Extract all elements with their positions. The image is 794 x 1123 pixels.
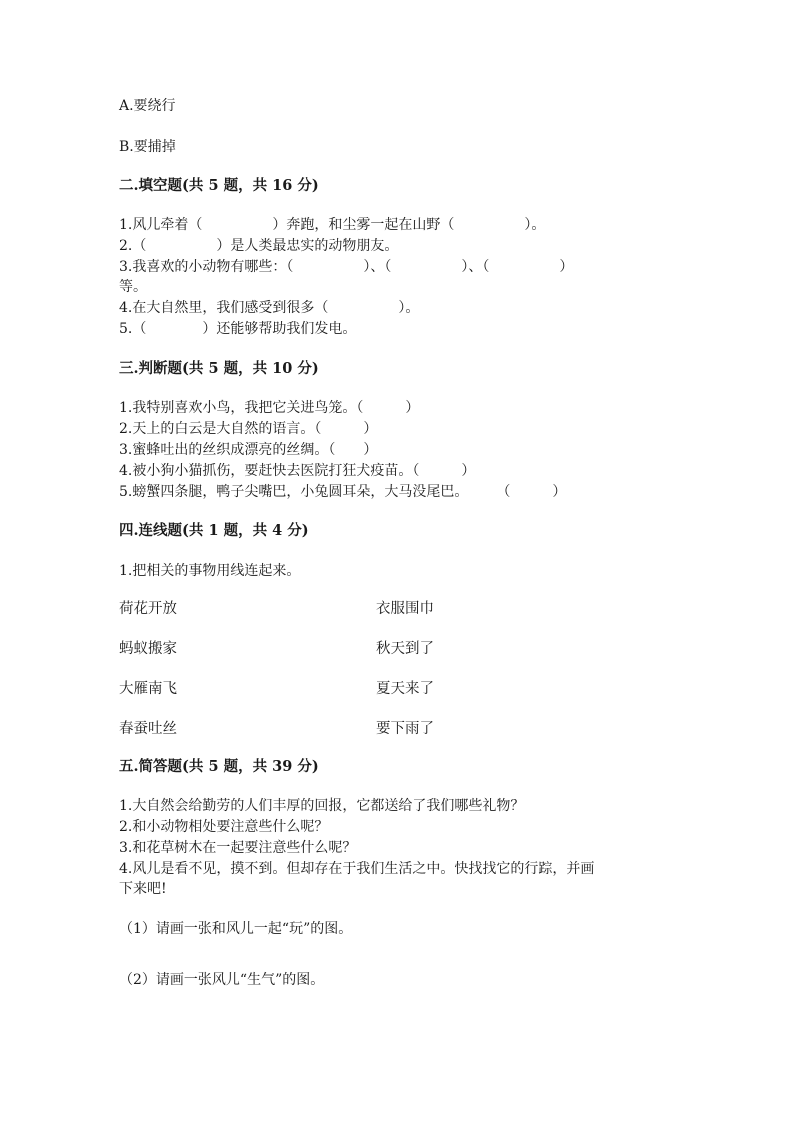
true-false-question-3: 3.蜜蜂吐出的丝织成漂亮的丝绸。（ ） (119, 442, 378, 458)
matching-right-item: 夏天来了 (376, 681, 434, 697)
true-false-question-1: 1.我特别喜欢小鸟，我把它关进鸟笼。（ ） (119, 400, 420, 416)
choice-option-b: B.要捕掉 (119, 139, 176, 155)
fill-blank-question-4: 4.在大自然里，我们感受到很多（ ）。 (119, 300, 420, 316)
matching-right-item: 衣服围巾 (376, 601, 434, 617)
short-answer-subquestion-2: （2）请画一张风儿“生气”的图。 (119, 972, 325, 988)
short-answer-question-4: 4.风儿是看不见，摸不到。但却存在于我们生活之中。快找找它的行踪，并画 (119, 861, 595, 877)
true-false-question-4: 4.被小狗小猫抓伤，要赶快去医院打狂犬疫苗。（ ） (119, 463, 476, 479)
true-false-question-5: 5.螃蟹四条腿，鸭子尖嘴巴，小兔圆耳朵，大马没尾巴。 （ ） (119, 484, 567, 500)
short-answer-question-4-continued: 下来吧! (119, 881, 167, 897)
matching-left-item: 春蚕吐丝 (119, 721, 177, 737)
short-answer-question-2: 2.和小动物相处要注意些什么呢？ (119, 819, 329, 835)
short-answer-question-3: 3.和花草树木在一起要注意些什么呢？ (119, 840, 357, 856)
matching-left-item: 蚂蚁搬家 (119, 641, 177, 657)
fill-blank-question-1: 1.风儿牵着（ ）奔跑，和尘雾一起在山野（ ）。 (119, 217, 546, 233)
matching-right-item: 要下雨了 (376, 721, 434, 737)
fill-blank-question-3: 3.我喜欢的小动物有哪些：（ ）、（ ）、（ ） (119, 259, 574, 275)
section-heading-fill-blank: 二.填空题(共 5 题，共 16 分) (119, 177, 319, 194)
section-heading-true-false: 三.判断题(共 5 题，共 10 分) (119, 360, 319, 377)
fill-blank-question-3-continued: 等。 (119, 279, 147, 295)
choice-option-a: A.要绕行 (119, 98, 176, 114)
short-answer-question-1: 1.大自然会给勤劳的人们丰厚的回报，它都送给了我们哪些礼物？ (119, 798, 525, 814)
matching-right-item: 秋天到了 (376, 641, 434, 657)
matching-left-item: 荷花开放 (119, 601, 177, 617)
fill-blank-question-5: 5.（ ）还能够帮助我们发电。 (119, 321, 357, 337)
short-answer-subquestion-1: （1）请画一张和风儿一起“玩”的图。 (119, 921, 353, 937)
matching-left-item: 大雁南飞 (119, 681, 177, 697)
true-false-question-2: 2.天上的白云是大自然的语言。（ ） (119, 421, 378, 437)
matching-instruction: 1.把相关的事物用线连起来。 (119, 563, 301, 579)
fill-blank-question-2: 2.（ ）是人类最忠实的动物朋友。 (119, 238, 399, 254)
section-heading-matching: 四.连线题(共 1 题，共 4 分) (119, 522, 309, 539)
section-heading-short-answer: 五.简答题(共 5 题，共 39 分) (119, 758, 319, 775)
